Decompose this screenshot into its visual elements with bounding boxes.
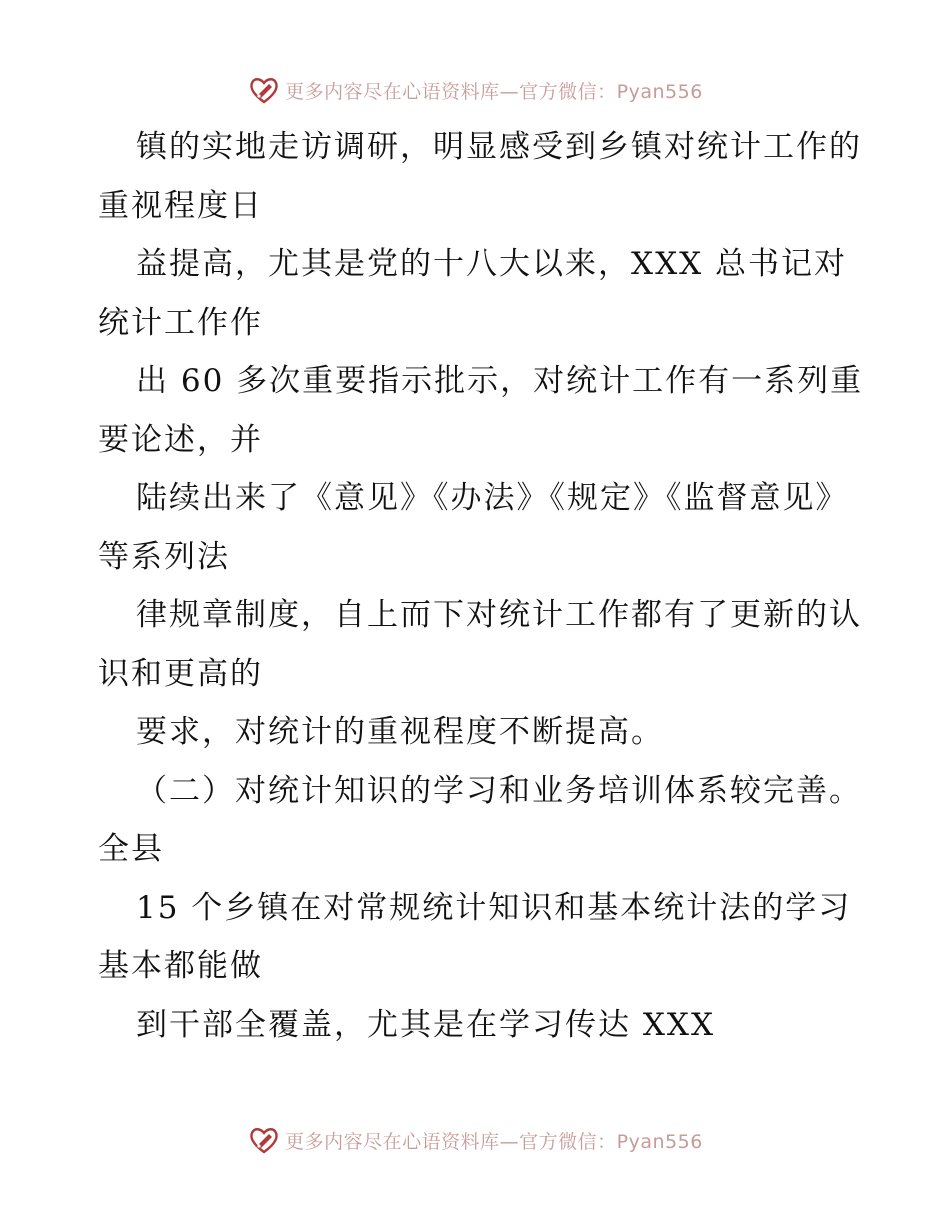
paragraph-6: 要求，对统计的重视程度不断提高。 [136, 714, 664, 750]
document-body [98, 118, 868, 1054]
paragraph-9: 到干部全覆盖，尤其是在学习传达 XXX [136, 1006, 716, 1043]
paragraph-8: 15 个乡镇在对常规统计知识和基本统计法的学习基本都能做 [98, 889, 852, 984]
paragraph-5: 律规章制度，自上而下对统计工作都有了更新的认识和更高的 [98, 597, 862, 692]
paragraph-4: 陆续出来了《意见》《办法》《规定》《监督意见》等系列法 [98, 480, 849, 575]
footer-watermark-text: 更多内容尽在心语资料库—官方微信：Pyan556 [285, 1130, 703, 1153]
footer-watermark [0, 1120, 950, 1160]
paragraph-1: 镇的实地走访调研，明显感受到乡镇对统计工作的重视程度日 [98, 129, 862, 224]
heart-pen-logo-icon [247, 73, 281, 107]
paragraph-3: 出 60 多次重要指示批示，对统计工作有一系列重要论述，并 [98, 363, 864, 458]
paragraph-7: （二）对统计知识的学习和业务培训体系较完善。全县 [98, 772, 862, 867]
header-watermark-text: 更多内容尽在心语资料库—官方微信：Pyan556 [285, 80, 703, 103]
header-watermark [0, 70, 950, 110]
heart-pen-logo-icon [247, 1123, 281, 1157]
paragraph-2: 益提高，尤其是党的十八大以来，XXX 总书记对统计工作作 [98, 246, 848, 341]
